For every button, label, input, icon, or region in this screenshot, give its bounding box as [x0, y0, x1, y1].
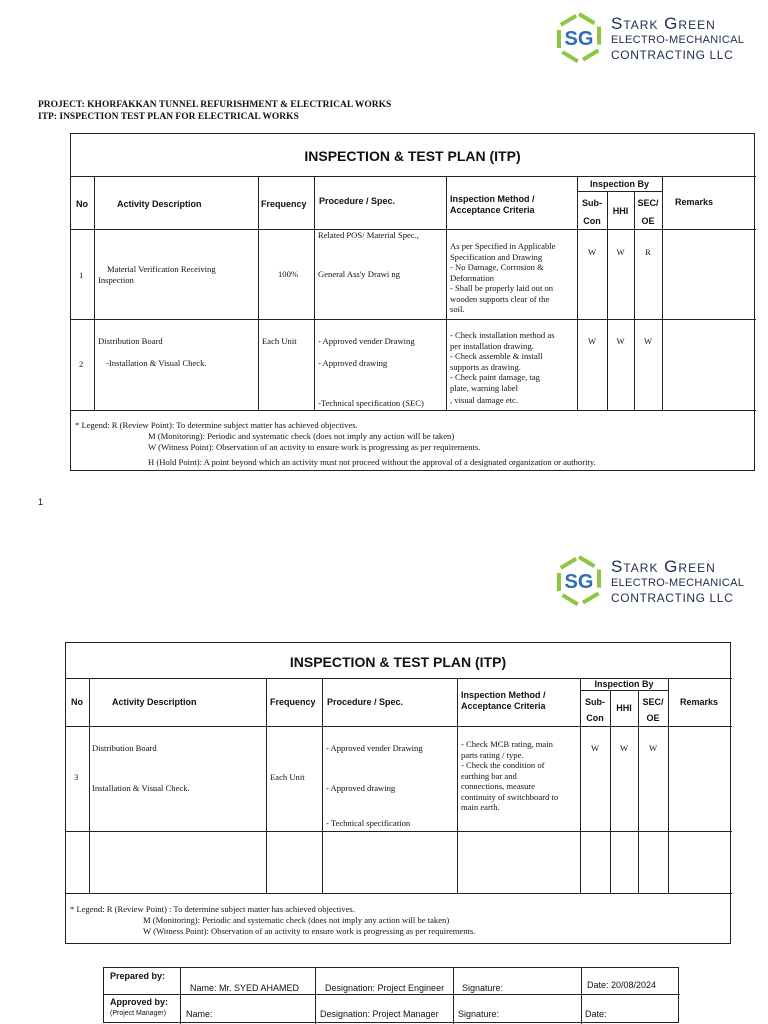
row3-activity-2: Installation & Visual Check. — [92, 783, 190, 793]
itp-table-page1 — [70, 133, 755, 471]
col-hhi: HHI — [616, 703, 632, 713]
itp-title: INSPECTION & TEST PLAN (ITP) — [304, 148, 521, 164]
signoff-table — [103, 967, 679, 1023]
page-number: 1 — [38, 497, 44, 507]
row3-no: 3 — [74, 772, 79, 782]
row3-activity-1: Distribution Board — [92, 743, 157, 753]
col-activity: Activity Description — [117, 199, 202, 209]
col-remarks: Remarks — [675, 197, 714, 207]
approved-name: Name: — [186, 1009, 213, 1019]
row2-sub: W — [587, 336, 597, 346]
row3-hhi: W — [619, 743, 629, 753]
row1-procedure-2: General Ass'y Drawi ng — [318, 269, 400, 279]
row1-activity-2: Inspection — [98, 275, 134, 285]
row1-sec: R — [645, 247, 651, 257]
legend-m: M (Monitoring): Periodic and systematic check (does not imply any action will be taken) — [143, 915, 450, 925]
row2-procedure-2: - Approved drawing — [318, 358, 388, 368]
project-title: PROJECT: KHORFAKKAN TUNNEL REFURISHMENT & ELECTRICAL WORKS — [38, 100, 392, 110]
legend-m: M (Monitoring): Periodic and systematic check (does not imply any action will be taken) — [148, 431, 455, 441]
company-logo-page2 — [555, 555, 744, 607]
company-logo — [555, 12, 744, 64]
row1-method: As per Specified in Applicable Specification and Drawing - No Damage, Corrosion & Deformation - Shall be properly laid out on wooden supports clear of the soil. — [450, 241, 556, 314]
legend-w: W (Witness Point): Observation of an activity to ensure work is progressing as per requirements. — [148, 442, 481, 452]
row2-method: - Check installation method as per installation drawing. - Check assemble & install supports as drawing. - Check paint damage, tag plate, warning label , visual damage etc. — [450, 330, 555, 405]
row3-frequency: Each Unit — [270, 772, 305, 782]
company-name-line3: CONTRACTING LLC — [611, 590, 734, 605]
col-frequency: Frequency — [270, 697, 316, 707]
legend-r: * Legend: R (Review Point) : To determine subject matter has achieved objectives. — [70, 904, 355, 914]
row3-sub: W — [590, 743, 600, 753]
row2-sec: W — [643, 336, 653, 346]
company-name-line1: Stark Green — [611, 13, 716, 33]
col-inspection-by: Inspection By — [589, 179, 649, 189]
approved-sub: (Project Manager) — [110, 1010, 167, 1017]
col-sec-1: SEC/ — [642, 697, 664, 707]
svg-text:SG: SG — [564, 571, 594, 593]
col-no: No — [71, 697, 83, 707]
row2-procedure-1: - Approved vender Drawing — [318, 336, 415, 346]
itp-subtitle: ITP: INSPECTION TEST PLAN FOR ELECTRICAL WORKS — [38, 112, 299, 122]
col-method-2: Acceptance Criteria — [461, 701, 546, 711]
row2-procedure-3: -Technical specification (SEC) — [318, 398, 424, 408]
col-subcon-1: Sub- — [582, 198, 602, 208]
col-procedure: Procedure / Spec. — [319, 196, 396, 206]
row1-no: 1 — [79, 270, 84, 280]
stark-green-logo-icon — [555, 12, 603, 64]
row3-procedure-1: - Approved vender Drawing — [326, 743, 423, 753]
row2-frequency: Each Unit — [262, 336, 297, 346]
row1-hhi: W — [616, 247, 625, 257]
prepared-label: Prepared by: — [110, 971, 166, 981]
col-sec-1: SEC/ — [637, 198, 659, 208]
itp-table-page2 — [65, 642, 731, 944]
stark-green-logo-icon — [555, 555, 603, 607]
approved-label: Approved by: — [110, 997, 169, 1007]
col-procedure: Procedure / Spec. — [327, 697, 404, 707]
col-no: No — [76, 199, 88, 209]
itp-title: INSPECTION & TEST PLAN (ITP) — [289, 654, 507, 670]
company-name-line2: ELECTRO-MECHANICAL — [611, 33, 745, 46]
row1-activity-1: Material Verification Receiving — [107, 264, 216, 274]
col-frequency: Frequency — [261, 199, 307, 209]
company-name-line3: CONTRACTING LLC — [611, 47, 734, 62]
col-hhi: HHI — [612, 206, 629, 216]
row2-activity-1: Distribution Board — [98, 336, 163, 346]
legend-h: H (Hold Point): A point beyond which an activity must not proceed without the approval of a designated organization or authority. — [148, 457, 596, 467]
col-subcon-2: Con — [586, 713, 604, 723]
col-sec-2: OE — [641, 216, 655, 226]
col-sec-2: OE — [646, 713, 660, 723]
col-method-1: Inspection Method / — [450, 194, 535, 204]
company-name-line2: ELECTRO-MECHANICAL — [611, 576, 745, 589]
approved-signature: Signature: — [458, 1009, 500, 1019]
row2-no: 2 — [79, 359, 84, 369]
approved-date: Date: — [585, 1009, 607, 1019]
col-method-1: Inspection Method / — [461, 690, 546, 700]
col-activity: Activity Description — [112, 697, 197, 707]
col-subcon-2: Con — [583, 216, 601, 226]
row1-procedure-1: Related POS/ Material Spec., — [318, 230, 419, 240]
company-name-line1: Stark Green — [611, 556, 716, 576]
col-inspection-by: Inspection By — [594, 679, 654, 689]
col-remarks: Remarks — [680, 697, 719, 707]
prepared-date: Date: 20/08/2024 — [587, 980, 657, 990]
row2-hhi: W — [616, 336, 625, 346]
row1-sub: W — [587, 247, 597, 257]
approved-designation: Designation: Project Manager — [320, 1009, 439, 1019]
legend-r: * Legend: R (Review Point): To determine subject matter has achieved objectives. — [75, 420, 358, 430]
prepared-name: Name: Mr. SYED AHAMED — [190, 983, 300, 993]
row2-activity-2: -Installation & Visual Check. — [106, 358, 207, 368]
legend-w: W (Witness Point): Observation of an activity to ensure work is progressing as per requirements. — [143, 926, 476, 936]
svg-text:SG: SG — [564, 28, 594, 50]
prepared-designation: Designation: Project Engineer — [325, 983, 445, 993]
col-method-2: Acceptance Criteria — [450, 205, 535, 215]
row3-procedure-3: - Technical specification — [326, 818, 411, 828]
row3-procedure-2: - Approved drawing — [326, 783, 396, 793]
col-subcon-1: Sub- — [585, 697, 605, 707]
row3-sec: W — [648, 743, 658, 753]
row1-frequency: 100% — [278, 269, 299, 279]
prepared-signature: Signature: — [462, 983, 504, 993]
row3-method: - Check MCB rating, main parts rating / type. - Check the condition of earthing bar and connections, measure continuity of switchboard to main earth. — [461, 739, 559, 812]
